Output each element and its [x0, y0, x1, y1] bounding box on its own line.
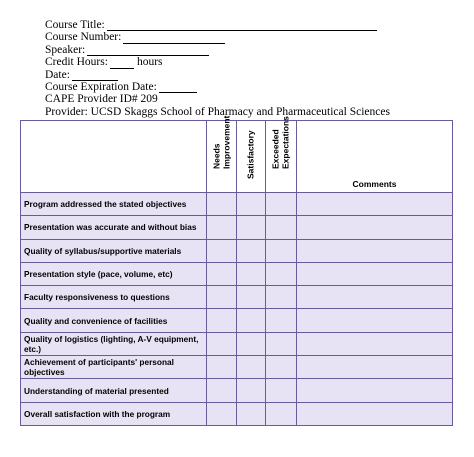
question-cell: Faculty responsiveness to questions	[21, 286, 207, 309]
expiration-label: Course Expiration Date:	[45, 81, 157, 94]
satisfactory-cell[interactable]	[237, 262, 266, 285]
question-cell: Quality of syllabus/supportive materials	[21, 239, 207, 262]
course-number-line	[45, 31, 390, 43]
course-title-line	[45, 19, 390, 31]
exceeded-expectations-cell[interactable]	[266, 239, 297, 262]
satisfactory-cell[interactable]	[237, 332, 266, 355]
credit-hours-line	[45, 56, 390, 68]
comments-cell[interactable]	[297, 216, 453, 239]
comments-cell[interactable]	[297, 379, 453, 402]
question-cell: Presentation style (pace, volume, etc)	[21, 262, 207, 285]
table-row	[21, 332, 453, 355]
course-title-field[interactable]	[107, 20, 377, 31]
comments-cell[interactable]	[297, 402, 453, 425]
exceeded-expectations-cell[interactable]	[266, 193, 297, 216]
table-row	[21, 402, 453, 425]
satisfactory-cell[interactable]	[237, 239, 266, 262]
needs-improvement-cell[interactable]	[207, 193, 237, 216]
question-cell: Quality and convenience of facilities	[21, 309, 207, 332]
exceeded-expectations-cell[interactable]	[266, 216, 297, 239]
needs-improvement-cell[interactable]	[207, 239, 237, 262]
needs-improvement-cell[interactable]	[207, 262, 237, 285]
evaluation-table	[20, 115, 453, 426]
table-row	[21, 379, 453, 402]
needs-improvement-cell[interactable]	[207, 356, 237, 379]
date-field[interactable]	[72, 70, 118, 81]
needs-improvement-cell[interactable]	[207, 286, 237, 309]
comments-cell[interactable]	[297, 309, 453, 332]
needs-improvement-header	[207, 115, 237, 193]
satisfactory-cell[interactable]	[237, 193, 266, 216]
satisfactory-header	[237, 121, 266, 193]
course-number-label: Course Number:	[45, 31, 122, 44]
exceeded-expectations-label: Exceeded Expectations	[270, 116, 290, 169]
table-row	[21, 356, 453, 379]
expiration-field[interactable]	[159, 82, 197, 93]
question-cell: Understanding of material presented	[21, 379, 207, 402]
question-cell: Program addressed the stated objectives	[21, 193, 207, 216]
needs-improvement-cell[interactable]	[207, 402, 237, 425]
speaker-field[interactable]	[87, 45, 209, 56]
provider-text: Provider: UCSD Skaggs School of Pharmacy and Pharmaceutical Sciences	[45, 105, 390, 118]
needs-improvement-label: Needs Improvement	[211, 115, 231, 169]
exceeded-expectations-cell[interactable]	[266, 309, 297, 332]
credit-hours-field[interactable]	[110, 58, 134, 69]
question-cell: Quality of logistics (lighting, A-V equipment, etc.)	[21, 332, 207, 355]
cape-provider-line	[45, 93, 390, 105]
credit-hours-label: Credit Hours:	[45, 56, 108, 69]
exceeded-expectations-cell[interactable]	[266, 356, 297, 379]
course-info-header	[45, 19, 390, 118]
exceeded-expectations-cell[interactable]	[266, 262, 297, 285]
comments-cell[interactable]	[297, 262, 453, 285]
expiration-line	[45, 81, 390, 93]
date-line	[45, 69, 390, 81]
satisfactory-label: Satisfactory	[245, 129, 256, 179]
question-header-cell	[21, 121, 207, 193]
course-number-field[interactable]	[123, 33, 225, 44]
satisfactory-cell[interactable]	[237, 216, 266, 239]
course-title-label: Course Title:	[45, 19, 105, 31]
comments-cell[interactable]	[297, 356, 453, 379]
table-row	[21, 193, 453, 216]
comments-cell[interactable]	[297, 332, 453, 355]
table-row	[21, 262, 453, 285]
exceeded-expectations-cell[interactable]	[266, 332, 297, 355]
needs-improvement-cell[interactable]	[207, 309, 237, 332]
satisfactory-cell[interactable]	[237, 379, 266, 402]
exceeded-expectations-cell[interactable]	[266, 402, 297, 425]
needs-improvement-cell[interactable]	[207, 332, 237, 355]
speaker-line	[45, 44, 390, 56]
date-label: Date:	[45, 68, 70, 81]
table-header-row	[21, 121, 453, 193]
needs-improvement-cell[interactable]	[207, 216, 237, 239]
question-cell: Achievement of participants' personal objectives	[21, 356, 207, 379]
speaker-label: Speaker:	[45, 43, 86, 56]
comments-cell[interactable]	[297, 193, 453, 216]
question-cell: Overall satisfaction with the program	[21, 402, 207, 425]
table-row	[21, 286, 453, 309]
exceeded-expectations-cell[interactable]	[266, 379, 297, 402]
table-row	[21, 239, 453, 262]
exceeded-expectations-cell[interactable]	[266, 286, 297, 309]
satisfactory-cell[interactable]	[237, 286, 266, 309]
comments-cell[interactable]	[297, 239, 453, 262]
satisfactory-cell[interactable]	[237, 402, 266, 425]
cape-provider-text: CAPE Provider ID# 209	[45, 93, 158, 106]
needs-improvement-cell[interactable]	[207, 379, 237, 402]
question-cell: Presentation was accurate and without bias	[21, 216, 207, 239]
satisfactory-cell[interactable]	[237, 356, 266, 379]
table-row	[21, 309, 453, 332]
satisfactory-cell[interactable]	[237, 309, 266, 332]
comments-header: Comments	[297, 121, 453, 193]
comments-cell[interactable]	[297, 286, 453, 309]
exceeded-expectations-header	[266, 116, 297, 193]
credit-hours-unit: hours	[136, 56, 163, 69]
table-row	[21, 216, 453, 239]
